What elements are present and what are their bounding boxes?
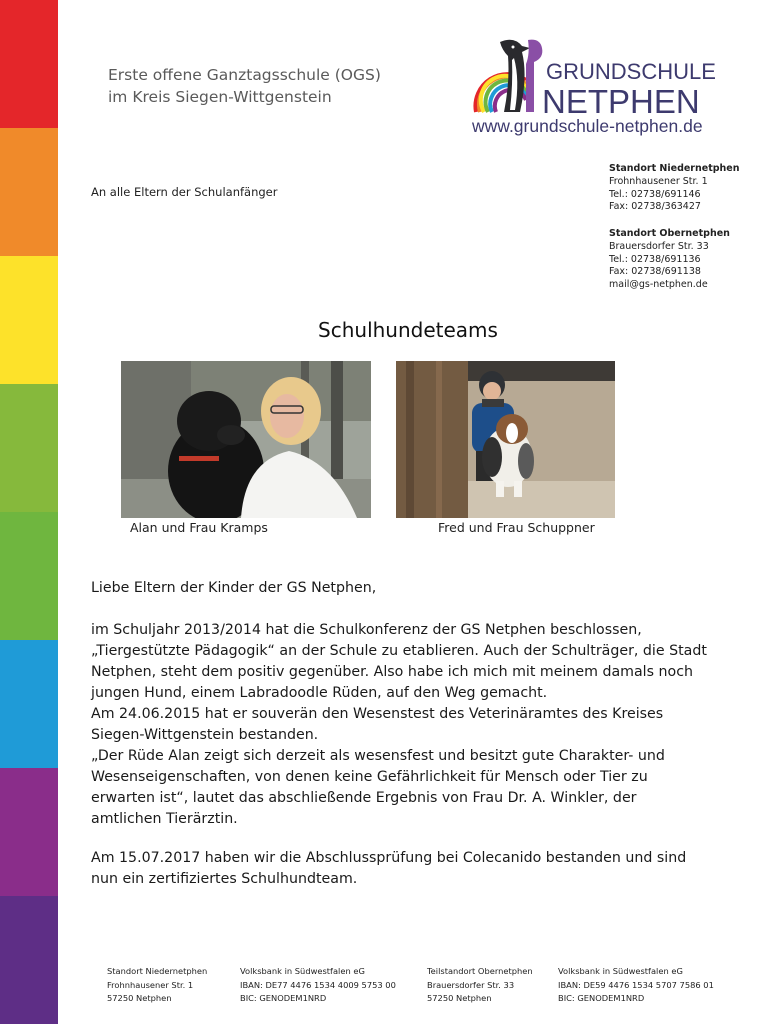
- footer-line: Standort Niedernetphen: [107, 966, 208, 976]
- text-line: Siegen-Wittgenstein bestanden.: [91, 727, 319, 743]
- footer-line: BIC: GENODEM1NRD: [240, 993, 327, 1003]
- rainbow-band: [0, 640, 58, 768]
- page-title: Schulhundeteams: [318, 318, 498, 342]
- footer-line: IBAN: DE59 4476 1534 5707 7586 01: [558, 979, 714, 990]
- footer-bank-1: [240, 965, 396, 1006]
- contact-fax: Fax: 02738/363427: [609, 201, 701, 213]
- footer-line: Frohnhausener Str. 1: [107, 979, 194, 990]
- text-line: Am 15.07.2017 haben wir die Abschlussprüfung bei Colecanido bestanden und sind: [91, 850, 687, 866]
- paragraph-2: [91, 848, 731, 890]
- text-line: Wesenseigenschaften, von denen keine Gefährlichkeit für Mensch oder Tier zu: [91, 769, 648, 785]
- letter-i-shape: [526, 40, 542, 112]
- footer-line: Volksbank in Südwestfalen eG: [558, 966, 683, 976]
- text-line: amtlichen Tierärztin.: [91, 811, 238, 827]
- footer-line: 57250 Netphen: [107, 993, 172, 1003]
- footer-line: BIC: GENODEM1NRD: [558, 993, 645, 1003]
- contact-mail: mail@gs-netphen.de: [609, 279, 708, 291]
- footer-line: Volksbank in Südwestfalen eG: [240, 966, 365, 976]
- rainbow-band: [0, 896, 58, 1024]
- footer-address-obernetphen: [427, 965, 533, 1006]
- subtitle-line-2: im Kreis Siegen-Wittgenstein: [108, 88, 332, 106]
- contact-label: Standort Obernetphen: [609, 228, 730, 239]
- text-line: nun ein zertifiziertes Schulhundteam.: [91, 871, 358, 887]
- rainbow-band: [0, 128, 58, 256]
- contact-street: Frohnhausener Str. 1: [609, 175, 708, 187]
- photo-caption-2: Fred und Frau Schuppner: [438, 520, 595, 535]
- contact-street: Brauersdorfer Str. 33: [609, 240, 709, 252]
- text-line: im Schuljahr 2013/2014 hat die Schulkonferenz der GS Netphen beschlossen,: [91, 622, 642, 638]
- photo-caption-1: Alan und Frau Kramps: [130, 520, 268, 535]
- rainbow-band: [0, 512, 58, 640]
- contact-fax: Fax: 02738/691138: [609, 266, 701, 278]
- subtitle-line-1: Erste offene Ganztagsschule (OGS): [108, 66, 381, 84]
- greeting: Liebe Eltern der Kinder der GS Netphen,: [91, 580, 377, 596]
- contact-niedernetphen: [609, 163, 740, 214]
- contact-obernetphen: [609, 228, 730, 292]
- photo-fred-schuppner: [396, 361, 615, 518]
- paragraph-1: [91, 620, 731, 830]
- text-line: erwarten ist“, lautet das abschließende Ergebnis von Frau Dr. A. Winkler, der: [91, 790, 637, 806]
- contact-tel: Tel.: 02738/691136: [609, 253, 701, 265]
- contact-label: Standort Niedernetphen: [609, 163, 740, 174]
- footer-line: 57250 Netphen: [427, 993, 492, 1003]
- text-line: „Der Rüde Alan zeigt sich derzeit als wesensfest und besitzt gute Charakter- und: [91, 748, 665, 764]
- logo-word-2: NETPHEN: [542, 83, 700, 120]
- school-logo: [468, 36, 730, 140]
- addressee: An alle Eltern der Schulanfänger: [91, 185, 278, 199]
- photo-alan-kramps: [121, 361, 371, 518]
- footer-address-niedernetphen: [107, 965, 207, 1006]
- text-line: Am 24.06.2015 hat er souverän den Wesenstest des Veterinäramtes des Kreises: [91, 706, 664, 722]
- text-line: „Tiergestützte Pädagogik“ an der Schule zu etablieren. Auch der Schulträger, die Stadt: [91, 643, 707, 659]
- rainbow-band: [0, 384, 58, 512]
- contact-tel: Tel.: 02738/691146: [609, 188, 701, 200]
- footer-bank-2: [558, 965, 714, 1006]
- rainbow-band: [0, 0, 58, 128]
- rainbow-stripe: [0, 0, 58, 1024]
- text-line: jungen Hund, einem Labradoodle Rüden, auf den Weg gemacht.: [91, 685, 548, 701]
- footer-line: Brauersdorfer Str. 33: [427, 979, 515, 990]
- logo-word-1: GRUNDSCHULE: [546, 59, 716, 84]
- logo-website: www.grundschule-netphen.de: [472, 116, 703, 136]
- footer-line: Teilstandort Obernetphen: [427, 966, 533, 976]
- school-subtitle: [108, 64, 381, 108]
- rainbow-band: [0, 768, 58, 896]
- footer-line: IBAN: DE77 4476 1534 4009 5753 00: [240, 979, 396, 990]
- text-line: Netphen, steht dem positiv gegenüber. Also habe ich mich mit meinem damals noch: [91, 664, 693, 680]
